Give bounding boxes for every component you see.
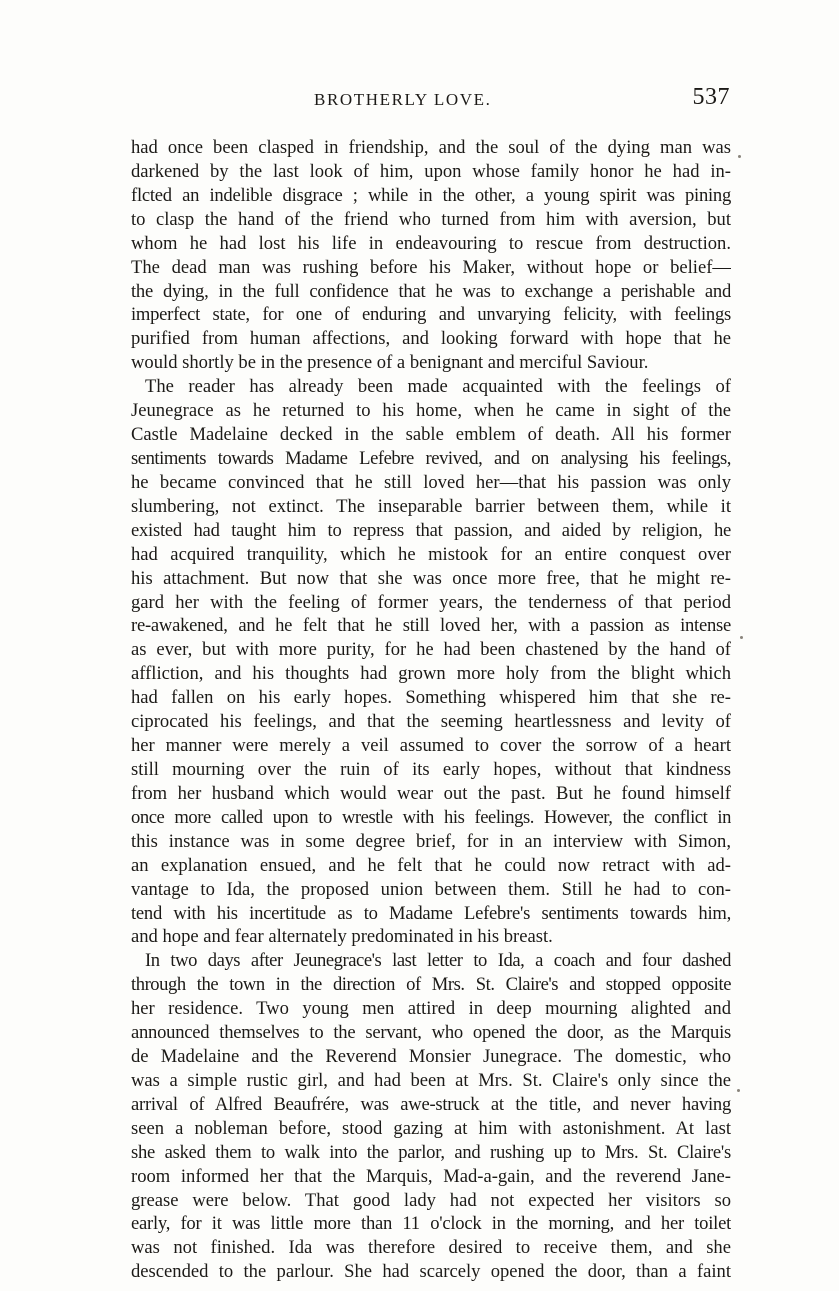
text-line: vantage to Ida, the proposed union between them. Still he had to con- (131, 878, 731, 900)
text-line: would shortly be in the presence of a benignant and merciful Saviour. (131, 352, 649, 374)
text-line: had acquired tranquility, which he mistook for an entire conquest over (131, 543, 731, 565)
ink-speck (737, 1089, 740, 1092)
text-line: from her husband which would wear out the past. But he found himself (131, 782, 731, 804)
text-line: she asked them to walk into the parlor, and rushing up to Mrs. St. Claire's (131, 1141, 731, 1163)
text-line: flcted an indelible disgrace ; while in the other, a young spirit was pining (131, 184, 731, 206)
text-line: affliction, and his thoughts had grown more holy from the blight which (131, 663, 731, 685)
text-line: The dead man was rushing before his Maker, without hope or belief— (131, 256, 731, 278)
text-line: to clasp the hand of the friend who turned from him with aversion, but (131, 208, 731, 230)
running-head (130, 84, 730, 114)
text-line: he became convinced that he still loved her—that his passion was only (131, 471, 731, 493)
text-line: purified from human affections, and looking forward with hope that he (131, 328, 731, 350)
text-line: once more called upon to wrestle with his feelings. However, the conflict in (131, 806, 731, 828)
ink-speck (738, 155, 741, 158)
text-line: the dying, in the full confidence that he was to exchange a perishable and (131, 280, 731, 302)
text-line: Jeunegrace as he returned to his home, when he came in sight of the (131, 400, 731, 422)
text-line: his attachment. But now that she was once more free, that he might re- (131, 567, 731, 589)
running-title: BROTHERLY LOVE. (314, 90, 492, 109)
text-line: imperfect state, for one of enduring and unvarying felicity, with feelings (131, 304, 731, 326)
ink-speck (740, 636, 743, 639)
text-line: slumbering, not extinct. The inseparable barrier between them, while it (131, 495, 731, 517)
text-line: de Madelaine and the Reverend Monsier Junegrace. The domestic, who (131, 1046, 731, 1068)
text-line: still mourning over the ruin of its early hopes, without that kindness (131, 758, 731, 780)
text-line: her residence. Two young men attired in deep mourning alighted and (131, 998, 731, 1020)
text-line: tend with his incertitude as to Madame Lefebre's sentiments towards him, (131, 902, 731, 924)
text-line: through the town in the direction of Mrs. St. Claire's and stopped opposite (131, 974, 731, 996)
text-line: re-awakened, and he felt that he still loved her, with a passion as intense (131, 615, 731, 637)
text-line: In two days after Jeunegrace's last letter to Ida, a coach and four dashed (145, 950, 731, 972)
text-line: arrival of Alfred Beaufrére, was awe-struck at the title, and never having (131, 1093, 731, 1115)
text-line: descended to the parlour. She had scarcely opened the door, than a faint (131, 1261, 731, 1283)
text-line: and hope and fear alternately predominated in his breast. (131, 926, 553, 948)
page-number: 537 (692, 84, 730, 110)
text-line: gard her with the feeling of former years, the tenderness of that period (131, 591, 731, 613)
text-line: an explanation ensued, and he felt that he could now retract with ad- (131, 854, 731, 876)
text-line: this instance was in some degree brief, for in an interview with Simon, (131, 830, 731, 852)
text-line: was a simple rustic girl, and had been at Mrs. St. Claire's only since the (131, 1069, 731, 1091)
text-line: announced themselves to the servant, who opened the door, as the Marquis (131, 1022, 731, 1044)
text-line: whom he had lost his life in endeavouring to rescue from destruction. (131, 232, 731, 254)
text-line: had fallen on his early hopes. Something whispered him that she re- (131, 687, 731, 709)
body-text (131, 136, 731, 1284)
text-line: sentiments towards Madame Lefebre revived, and on analysing his feelings, (131, 447, 731, 469)
text-line: was not finished. Ida was therefore desired to receive them, and she (131, 1237, 731, 1259)
text-line: early, for it was little more than 11 o'clock in the morning, and her toilet (131, 1213, 731, 1235)
text-line: darkened by the last look of him, upon whose family honor he had in- (131, 160, 731, 182)
text-line: seen a nobleman before, stood gazing at him with astonishment. At last (131, 1117, 731, 1139)
text-line: The reader has already been made acquainted with the feelings of (145, 376, 731, 398)
text-line: her manner were merely a veil assumed to cover the sorrow of a heart (131, 735, 731, 757)
text-line: grease were below. That good lady had not expected her visitors so (131, 1189, 731, 1211)
text-line: existed had taught him to repress that passion, and aided by religion, he (131, 519, 731, 541)
text-line: room informed her that the Marquis, Mad-a-gain, and the reverend Jane- (131, 1165, 731, 1187)
text-line: as ever, but with more purity, for he had been chastened by the hand of (131, 639, 731, 661)
text-line: had once been clasped in friendship, and the soul of the dying man was (131, 137, 731, 158)
text-line: Castle Madelaine decked in the sable emblem of death. All his former (131, 424, 731, 446)
text-line: ciprocated his feelings, and that the seeming heartlessness and levity of (131, 711, 731, 733)
